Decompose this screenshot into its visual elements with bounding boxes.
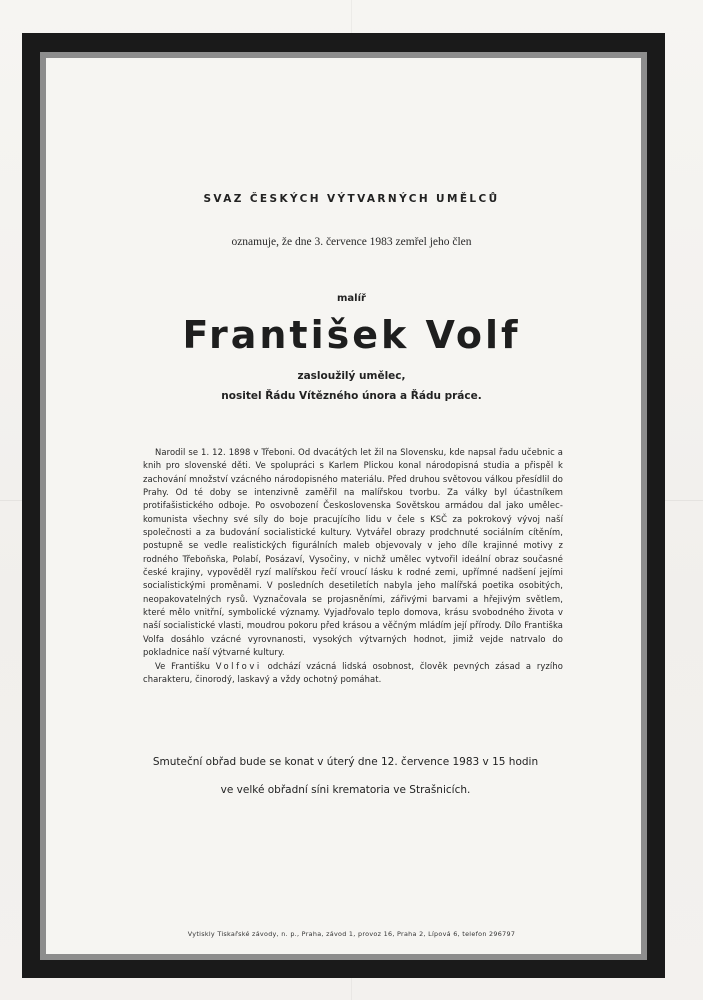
biography-p2-pre: Ve Františku	[155, 660, 211, 671]
honor-title-2: nositel Řádu Vítězného února a Řádu práce.	[221, 390, 482, 402]
biography	[143, 446, 563, 686]
funeral-details: Smuteční obřad bude se konat v úterý dne 12. července 1983 v 15 hodin	[152, 756, 539, 768]
biography-paragraph-1: Narodil se 1. 12. 1898 v Třeboni. Od dvacátých let žil na Slovensku, kde napsal řadu učebnic a knih pro slovenské děti. Ve spolupráci s Karlem Plickou konal národopisná studia a přispěl k zachování množství vzácného národopisného materiálu. Před druhou světovou válkou přesídlil do Prahy. Od té doby se intenzivně zaměřil na malířskou tvorbu. Za války byl účastníkem protifašistického odboje. Po osvobození Československa Sovětskou armádou dal jako umělec-komunista všechny své síly do boje pracujícího lidu v čele s KSČ za pokrokový vývoj naší společnosti a za budování socialistické kultury. Vytvářel obrazy prodchnuté sociálním cítěním, postupně se vedle realistických figurálních maleb objevovaly v jeho díle krajinné motivy z rodného Třeboňska, Polabí, Posázaví, Vysočiny, v nichž umělec vytvořil ideální obraz současné české krajiny, vypověděl ryzí malířskou řečí vroucí lásku k rodné zemi, upřímné nadšení jejími socialistickými proměnami. V posledních desetiletích nabyla jeho malířská poetika osobitých, neopakovatelných rysů. Vyznačovala se projasněními, zářivými barvami a hřejivým světlem, které mělo vnitřní, symbolické významy. Vyjadřovalo teplo domova, krásu svobodného života v naší socialistické vlasti, moudrou pokoru před krásou a věčným mládím její přírody. Dílo Františka Volfa dosáhlo vzácné vyrovnanosti, vysokých výtvarných hodnot, jimiž vejde natrvalo do pokladnice naší výtvarné kultury.	[143, 447, 563, 658]
biography-p2-name: Volfovi	[215, 660, 262, 671]
deceased-name: František Volf	[182, 313, 521, 357]
announcement-line: oznamuje, že dne 3. července 1983 zemřel jeho člen	[231, 236, 472, 248]
funeral-location: ve velké obřadní síni krematoria ve Strašnicích.	[220, 784, 471, 796]
biography-p2-post: odchází vzácná lidská osobnost, člověk pevných zásad a ryzího charakteru, činorodý, laskavý a vždy ochotný pomáhat.	[143, 660, 563, 684]
honor-title-1: zasloužilý umělec,	[297, 370, 406, 382]
deceased-role: malíř	[337, 293, 366, 304]
union-heading: SVAZ ČESKÝCH VÝTVARNÝCH UMĚLCŮ	[203, 193, 500, 205]
printer-imprint: Vytiskly Tiskařské závody, n. p., Praha, závod 1, provoz 16, Praha 2, Lípová 6, telefon 296797	[187, 930, 516, 938]
biography-paragraph-2	[143, 660, 563, 687]
